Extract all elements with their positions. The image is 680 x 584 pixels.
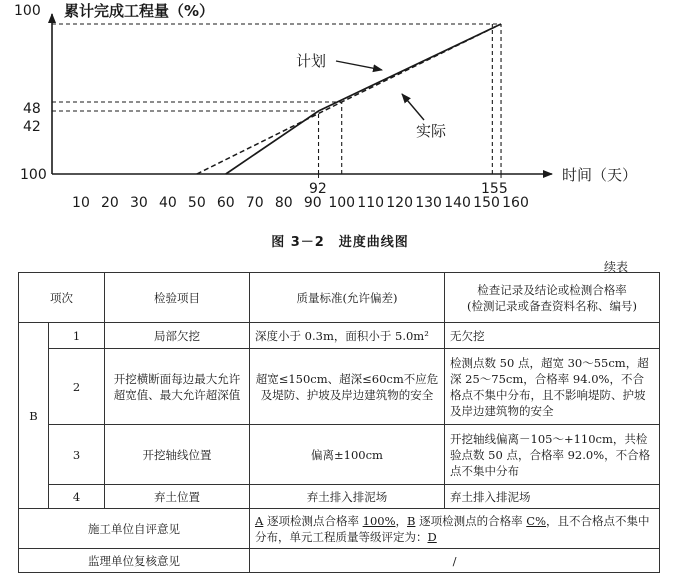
table-header-row [19,273,660,323]
placeholder-a: A [255,513,264,528]
y-axis-origin-label: 100 [20,167,47,183]
x-tick-label: 30 [129,195,148,211]
self-eval-text-4: ，且不合格点不集中分布，单元工程质量等级评定为： [255,513,650,544]
self-eval-text-3: 逐项检测点的合格率 [415,513,527,528]
row-result: 无欠挖 [445,323,660,349]
row-standard: 弃土排入排泥场 [250,485,445,509]
x-tick-labels [72,195,529,211]
y-axis-top-label: 100 [14,3,41,19]
x-tick-label: 130 [415,195,442,211]
x-tick-label: 140 [444,195,471,211]
x-tick-label: 40 [158,195,177,211]
row-no: 3 [49,425,105,485]
y-axis-title: 累计完成工程量（%） [64,2,215,20]
row-standard: 深度小于 0.3m，面积小于 5.0m² [250,323,445,349]
series-label-plan: 计划 [296,52,327,70]
row-no: 1 [49,323,105,349]
x-tick-label: 70 [245,195,264,211]
row-no: 4 [49,485,105,509]
review-label: 监理单位复核意见 [19,549,250,573]
x-tick-label: 10 [72,195,90,211]
x-tick-label: 90 [303,195,322,211]
table-row [19,425,660,485]
x-tick-label: 160 [502,195,529,211]
x-tick-label: 120 [386,195,414,211]
header-inspection-item: 检验项目 [105,273,250,323]
x-tick-label: 100 [328,195,356,211]
table-row [19,323,660,349]
x-marker-92: 92 [309,181,327,197]
row-item: 开挖横断面每边最大允许超宽值、最大允许超深值 [105,349,250,425]
series-line-actual [226,24,501,174]
row-result: 检测点数 50 点，超宽 30～55cm，超深 25～75cm，合格率 94.0%，不合格点不集中分布，且不影响堤防、护坡及岸边建筑物的安全 [445,349,660,425]
x-tick-label: 60 [216,195,235,211]
table-row [19,485,660,509]
x-tick-label: 50 [187,195,206,211]
series-lines [197,24,501,174]
header-quality-standard: 质量标准(允许偏差) [250,273,445,323]
x-tick-label: 110 [357,195,385,211]
x-marker-155: 155 [481,181,508,197]
row-result: 弃土排入排泥场 [445,485,660,509]
reference-lines [52,24,501,174]
rate-a: 100% [362,513,396,528]
row-result: 开挖轴线偏离－105～+110cm，共检验点数 50 点，合格率 92.0%，不合格点不集中分布 [445,425,660,485]
header-item-no: 项次 [19,273,105,323]
row-item: 弃土位置 [105,485,250,509]
row-standard: 偏离±100cm [250,425,445,485]
rate-b: C% [526,513,547,528]
y-marker-42: 42 [23,119,41,135]
grade-d: D [427,529,437,544]
continued-label: 续表 [603,260,628,274]
series-label-actual: 实际 [416,122,447,140]
self-evaluation-text [250,509,660,549]
row-item: 开挖轴线位置 [105,425,250,485]
row-no: 2 [49,349,105,425]
quality-inspection-table [18,272,660,573]
review-value: / [250,549,660,573]
row-standard: 超宽≤150cm、超深≤60cm不应危及堤防、护坡及岸边建筑物的安全 [250,349,445,425]
figure-caption: 图 3－2 进度曲线图 [271,235,409,250]
x-tick-label: 80 [274,195,293,211]
header-result-line1: 检查记录及结论或检测合格率 [477,282,627,297]
self-eval-text-2: ， [395,513,408,528]
review-row [19,549,660,573]
group-label: B [19,323,49,509]
x-axis-title: 时间（天） [562,166,638,184]
self-evaluation-row [19,509,660,549]
self-eval-text-1: 逐项检测点合格率 [263,513,363,528]
x-tick-label: 20 [101,195,119,211]
x-tick-label: 150 [473,195,500,211]
header-result-line2: (检测记录或备查资料名称、编号) [467,298,637,313]
placeholder-b: B [407,513,416,528]
table-row [19,349,660,425]
self-evaluation-label: 施工单位自评意见 [19,509,250,549]
y-marker-48: 48 [23,101,41,117]
row-item: 局部欠挖 [105,323,250,349]
header-result [445,273,660,323]
plan-label-arrow [336,61,382,70]
actual-label-arrow [402,94,424,120]
progress-curve-chart [0,0,680,228]
